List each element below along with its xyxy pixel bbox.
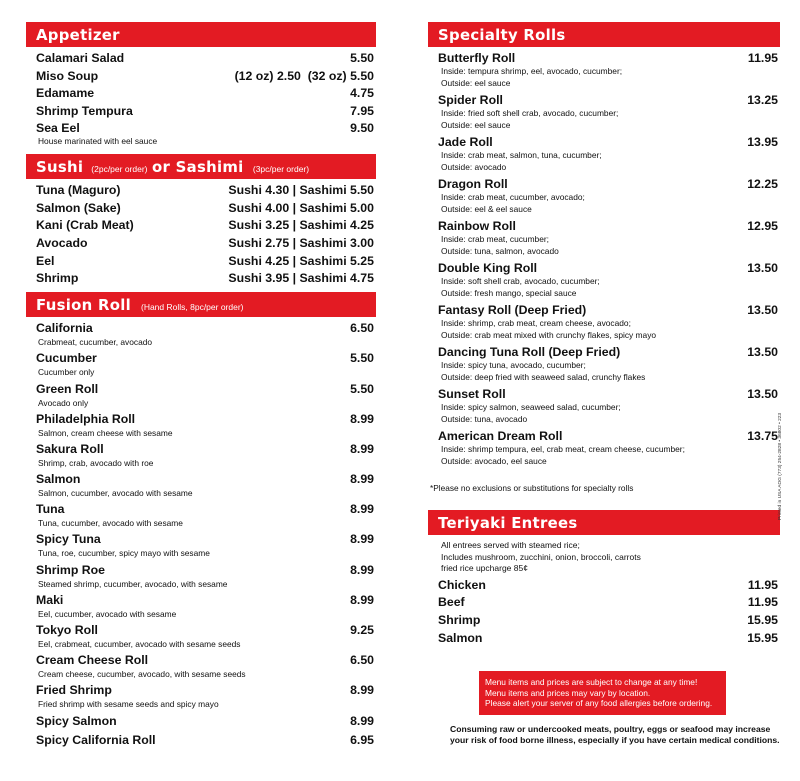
item-price: 8.99 [350,441,374,456]
fusion-banner [26,292,376,317]
left-column [26,22,376,753]
item-price: 13.50 [747,261,778,275]
menu-item [428,177,780,219]
item-row [428,261,780,276]
item-name: Green Roll [36,381,99,396]
item-description: Steamed shrimp, cucumber, avocado, with sesame [38,578,228,589]
printed-info: Printed in USA AOG (773) 254-2828 • 36802 • 223 [778,412,783,520]
menu-item [26,623,376,653]
item-name: Double King Roll [438,261,538,275]
item-price: 9.25 [350,623,374,637]
item-price: Sushi 4.30 | Sashimi 5.50 [228,183,374,197]
item-price: 13.50 [747,303,778,317]
item-description: Salmon, cream cheese with sesame [38,427,173,438]
teriyaki-description [428,540,780,575]
item-row [26,472,376,488]
item-description: House marinated with eel sauce [38,136,158,146]
item-price: 6.95 [350,733,374,748]
item-price: 11.95 [747,595,778,610]
menu-item [26,593,376,623]
menu-item [26,183,376,201]
item-price: 8.99 [350,683,374,698]
item-name: Edamame [36,86,95,100]
menu-item [428,595,780,613]
item-name: Miso Soup [36,68,99,83]
menu-item [26,69,376,87]
item-name: Shrimp [36,271,79,286]
item-description: Shrimp, crab, avocado with roe [38,457,154,468]
item-price: 13.95 [747,135,778,149]
item-outside: Outside: eel sauce [441,119,511,130]
menu-item [26,563,376,593]
item-row [26,442,376,458]
item-name: Cucumber [36,351,97,366]
teriyaki-desc-line: Includes mushroom, zucchini, onion, broccoli, carrots [441,551,641,562]
item-name: Chicken [438,577,486,592]
teriyaki-banner [428,510,780,535]
item-outside: Outside: avocado [441,161,507,172]
menu-item [428,219,780,261]
menu-item [26,104,376,122]
menu-item [428,613,780,631]
item-description: Avocado only [38,397,89,408]
item-price: 8.99 [350,411,374,426]
warning-line: Consuming raw or undercooked meats, poultry, eggs or seafood may increase [450,724,771,734]
item-inside: Inside: fried soft shell crab, avocado, cucumber; [441,108,619,118]
item-name: Shrimp Tempura [36,103,133,118]
item-row [26,351,376,367]
item-name: Spicy Salmon [36,713,117,728]
item-name: Cream Cheese Roll [36,653,149,668]
item-price: 5.50 [350,51,374,65]
item-name: Fried Shrimp [36,683,112,698]
item-row [26,382,376,398]
sashimi-title: or Sashimi [151,158,244,176]
item-row [26,321,376,337]
item-row [428,345,780,360]
specialty-list [428,51,780,471]
item-name: Beef [438,595,465,610]
specialty-banner [428,22,780,47]
item-name: Sea Eel [36,121,80,135]
item-price: 11.95 [747,51,778,65]
item-row [428,51,780,66]
sushi-banner [26,154,376,179]
item-price: 8.99 [350,592,374,607]
menu-item [26,236,376,254]
item-outside: Outside: tuna, avocado [441,413,528,424]
menu-item [26,532,376,562]
item-row [26,733,376,749]
menu-item [428,93,780,135]
item-description: Crabmeat, cucumber, avocado [38,337,153,348]
menu-item [428,303,780,345]
item-name: Eel [36,253,55,268]
item-name: Sakura Roll [36,441,104,456]
menu-item [26,51,376,69]
menu-item [428,578,780,596]
item-inside: Inside: crab meat, cucumber; [441,234,549,244]
item-price: 8.99 [350,502,374,517]
right-column [428,22,780,649]
fusion-subtitle: (Hand Rolls, 8pc/per order) [140,302,244,313]
item-price: 5.50 [350,381,374,396]
item-price: 15.95 [747,613,778,628]
specialty-note: *Please no exclusions or substitutions for specialty rolls [430,483,634,493]
item-name: Salmon (Sake) [36,200,121,215]
item-price: 6.50 [350,653,374,668]
item-price: Sushi 2.75 | Sashimi 3.00 [228,236,374,251]
item-name: Dancing Tuna Roll (Deep Fried) [438,345,621,359]
item-row [26,412,376,428]
menu-item [26,121,376,136]
item-name: Butterfly Roll [438,51,516,65]
item-name: Jade Roll [438,135,493,149]
teriyaki-title: Teriyaki Entrees [438,514,578,532]
menu-item [428,631,780,649]
item-inside: Inside: shrimp tempura, eel, crab meat, cream cheese, cucumber; [441,444,685,454]
menu-item [26,472,376,502]
menu-item [26,442,376,472]
item-row [26,714,376,730]
item-price: 6.50 [350,321,374,336]
item-row [26,593,376,609]
item-description: Cream cheese, cucumber, avocado, with sesame seeds [38,669,246,680]
warning-line: your risk of food borne illness, especially if you have certain medical conditions. [450,735,780,745]
item-name: Spider Roll [438,93,503,107]
menu-item [428,387,780,429]
item-outside: Outside: crab meat mixed with crunchy flakes, spicy mayo [441,329,657,340]
item-price: 13.25 [747,93,778,107]
menu-item [26,382,376,412]
item-price: Sushi 3.95 | Sashimi 4.75 [228,271,374,286]
item-price: 9.50 [350,121,374,135]
item-price: 8.99 [350,562,374,577]
item-row [26,653,376,669]
item-outside: Outside: eel & eel sauce [441,203,532,214]
item-name: Tuna [36,502,65,517]
menu-item [26,683,376,713]
item-row [428,387,780,402]
item-price: 15.95 [747,630,778,645]
item-price: 12.25 [747,177,778,191]
menu-item [26,321,376,351]
item-row [26,532,376,548]
item-row [428,429,780,444]
menu-item [26,271,376,289]
sushi-subtitle: (2pc/per order) [91,164,148,174]
menu-item [26,714,376,734]
teriyaki-desc-line: fried rice upcharge 85¢ [441,563,528,573]
item-row [428,219,780,234]
item-price: 5.50 [350,351,374,366]
item-inside: Inside: tempura shrimp, eel, avocado, cucumber; [441,66,623,76]
menu-item [428,429,780,471]
appetizer-list [26,51,376,147]
menu-item [428,135,780,177]
alert-line: Please alert your server of any food allergies before ordering. [485,698,713,708]
menu-item [26,653,376,683]
appetizer-banner [26,22,376,47]
teriyaki-desc-line: All entrees served with steamed rice; [441,540,580,550]
item-price: 11.95 [747,577,778,592]
item-name: Spicy California Roll [36,733,156,748]
consumption-warning [450,724,780,746]
alert-line: Menu items and prices may vary by location. [485,687,651,698]
item-price: Sushi 3.25 | Sashimi 4.25 [228,218,374,233]
item-row [26,623,376,639]
item-row [26,502,376,518]
menu-item [428,51,780,93]
item-price: 13.50 [747,345,778,359]
item-outside: Outside: fresh mango, special sauce [441,287,577,298]
item-price: 13.75 [747,429,778,443]
item-price: 8.99 [350,532,374,547]
menu-item [26,254,376,272]
item-row [428,135,780,150]
menu-item [26,502,376,532]
item-row [428,93,780,108]
menu-item [26,351,376,381]
item-description: Fried shrimp with sesame seeds and spicy mayo [38,699,219,710]
specialty-title: Specialty Rolls [438,26,566,44]
menu-item [428,261,780,303]
price-alert-box [479,671,726,715]
menu-item [428,345,780,387]
item-price: 13.50 [747,387,778,401]
item-row [26,563,376,579]
item-price: 7.95 [350,103,374,118]
item-name: Tokyo Roll [36,623,98,637]
item-price: 12.95 [747,219,778,233]
sashimi-subtitle: (3pc/per order) [252,164,310,174]
item-outside: Outside: avocado, eel sauce [441,455,547,466]
alert-line: Menu items and prices are subject to change at any time! [485,677,698,687]
item-price: 8.99 [350,472,374,487]
item-name: California [36,321,93,336]
sushi-title: Sushi [36,158,84,176]
item-price: 8.99 [350,713,374,728]
item-name: Philadelphia Roll [36,411,136,426]
menu-item [26,201,376,219]
menu-item [26,412,376,442]
item-name: Avocado [36,236,88,251]
item-name: Kani (Crab Meat) [36,218,134,233]
fusion-title: Fusion Roll [36,296,132,315]
item-inside: Inside: crab meat, salmon, tuna, cucumber; [441,150,602,160]
item-name: Tuna (Maguro) [36,183,121,197]
item-name: American Dream Roll [438,429,563,443]
fusion-list [26,321,376,752]
item-description: Cucumber only [38,367,95,378]
item-name: Rainbow Roll [438,219,516,233]
item-name: Salmon [36,472,81,487]
item-price: (12 oz) 2.50 (32 oz) 5.50 [234,68,374,83]
menu-item [26,733,376,753]
menu-item [26,218,376,236]
item-row [428,177,780,192]
item-outside: Outside: eel sauce [441,77,511,88]
item-description: Tuna, roe, cucumber, spicy mayo with sesame [38,548,210,559]
item-description: Salmon, cucumber, avocado with sesame [38,488,193,499]
menu-item [26,86,376,104]
item-row [428,303,780,318]
item-outside: Outside: tuna, salmon, avocado [441,245,559,256]
item-description: Eel, cucumber, avocado with sesame [38,608,177,619]
appetizer-title: Appetizer [36,26,120,44]
item-inside: Inside: soft shell crab, avocado, cucumber; [441,276,600,286]
item-inside: Inside: spicy tuna, avocado, cucumber; [441,360,586,370]
item-price: Sushi 4.25 | Sashimi 5.25 [228,253,374,268]
item-name: Spicy Tuna [36,532,101,547]
item-name: Shrimp [438,613,481,628]
item-outside: Outside: deep fried with seaweed salad, crunchy flakes [441,371,646,382]
item-name: Calamari Salad [36,51,125,65]
teriyaki-list [428,578,780,649]
item-inside: Inside: spicy salmon, seaweed salad, cucumber; [441,402,621,412]
sushi-list [26,183,376,289]
item-description: Tuna, cucumber, avocado with sesame [38,518,183,529]
item-name: Sunset Roll [438,387,506,401]
item-name: Fantasy Roll (Deep Fried) [438,303,587,317]
item-name: Salmon [438,630,483,645]
item-name: Shrimp Roe [36,562,106,577]
item-name: Maki [36,592,64,607]
item-description: Eel, crabmeat, cucumber, avocado with sesame seeds [38,639,241,649]
item-row [26,683,376,699]
item-name: Dragon Roll [438,177,508,191]
item-inside: Inside: crab meat, cucumber, avocado; [441,192,585,202]
item-inside: Inside: shrimp, crab meat, cream cheese, avocado; [441,318,631,328]
item-price: 4.75 [350,86,374,100]
item-price: Sushi 4.00 | Sashimi 5.00 [228,200,374,215]
